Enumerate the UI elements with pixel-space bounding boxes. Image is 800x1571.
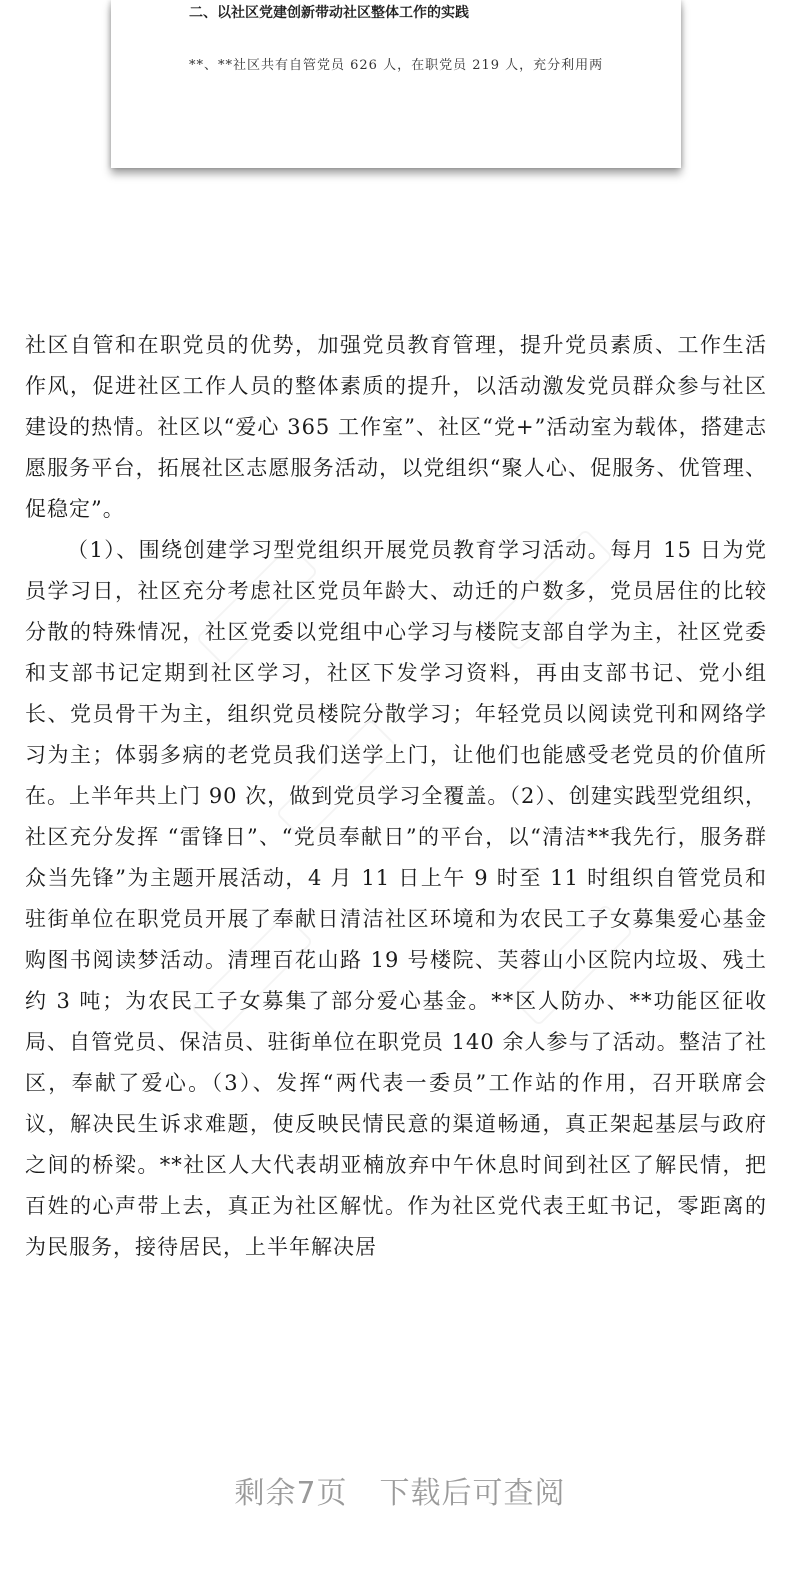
download-hint-label: 下载后可查阅 (379, 1476, 566, 1511)
remaining-pages-label: 剩余7页 (234, 1476, 348, 1511)
body-paragraph: 社区自管和在职党员的优势，加强党员教育管理，提升党员素质、工作生活作风，促进社区工作人员的整体素质的提升，以活动激发党员群众参与社区建设的热情。社区以“爱心 365 工作室”、社区“党+”活动室为载体，搭建志愿服务平台，拓展社区志愿服务活动，以党组织“聚人心、促服务、优管理、促稳定”。 (25, 333, 767, 521)
document-body (25, 325, 767, 1268)
section-heading: 二、以社区党建创新带动社区整体工作的实践 (189, 5, 469, 21)
preview-text-line: **、**社区共有自管党员 626 人，在职党员 219 人，充分利用两 (189, 58, 604, 73)
document-preview-card (111, 0, 681, 168)
remaining-pages-notice[interactable] (0, 1468, 800, 1512)
body-paragraph: （1）、围绕创建学习型党组织开展党员教育学习活动。每月 15 日为党员学习日，社区充分考虑社区党员年龄大、动迁的户数多，党员居住的比较分散的特殊情况，社区党委以党组中心学习与楼院支部自学为主，社区党委和支部书记定期到社区学习，社区下发学习资料，再由支部书记、党小组长、党员骨干为主，组织党员楼院分散学习；年轻党员以阅读党刊和网络学习为主；体弱多病的老党员我们送学上门，让他们也能感受老党员的价值所在。上半年共上门 90 次，做到党员学习全覆盖。（2）、创建实践型党组织，社区充分发挥 “雷锋日”、“党员奉献日”的平台，以“清洁**我先行，服务群众当先锋”为主题开展活动，4 月 11 日上午 9 时至 11 时组织自管党员和驻街单位在职党员开展了奉献日清洁社区环境和为农民工子女募集爱心基金购图书阅读梦活动。清理百花山路 19 号楼院、芙蓉山小区院内垃圾、残土约 3 吨；为农民工子女募集了部分爱心基金。**区人防办、**功能区征收局、自管党员、保洁员、驻街单位在职党员 140 余人参与了活动。整洁了社区，奉献了爱心。（3）、发挥“两代表一委员”工作站的作用，召开联席会议，解决民生诉求难题，使反映民情民意的渠道畅通，真正架起基层与政府之间的桥梁。**社区人大代表胡亚楠放弃中午休息时间到社区了解民情，把百姓的心声带上去，真正为社区解忧。作为社区党代表王虹书记，零距离的为民服务，接待居民，上半年解决居 (25, 538, 767, 1259)
